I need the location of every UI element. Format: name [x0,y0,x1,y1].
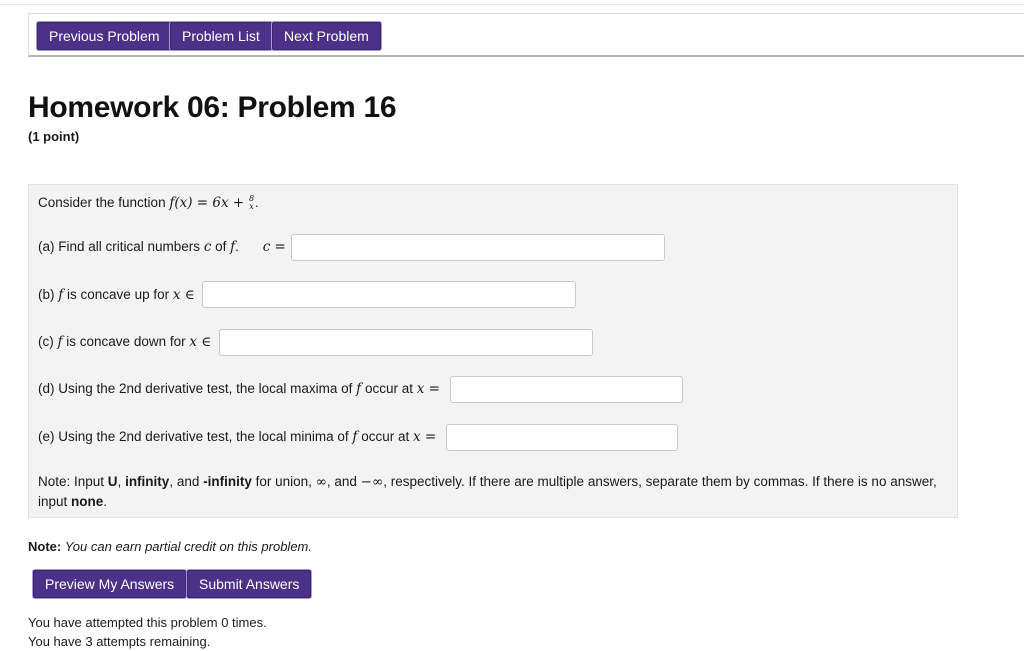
local-minima-input[interactable] [446,424,678,451]
concave-down-input[interactable] [219,329,593,356]
points-label: (1 point) [28,129,80,144]
neg-infinity-symbol: −∞ [360,474,384,490]
part-b-text: (b) [38,287,55,302]
note-sep-2: , and [169,474,204,489]
intro-period: . [255,195,259,210]
part-c-fn: f [57,334,63,350]
part-b-label [38,287,195,303]
part-a-of: of [215,239,227,254]
part-a-label [38,239,286,255]
top-divider [0,4,1024,5]
submit-answers-button[interactable]: Submit Answers [187,570,311,598]
part-d-mid: occur at [364,381,413,396]
critical-numbers-input[interactable] [291,234,665,261]
part-a-text: (a) Find all critical numbers [38,239,201,254]
note-union-keyword: U [107,474,118,489]
part-c-eq: x ∈ [189,334,212,350]
function-fraction [249,195,254,211]
function-expression: f(x) = 6x + [169,195,245,211]
note-prefix: Note: Input [38,474,108,489]
part-c-label [38,334,211,350]
input-note [38,472,943,511]
note-sep-5: , respectively. If there are multiple answers, separate them by commas. If there is no answer, input [38,474,937,509]
part-e-label [38,429,436,445]
problem-nav-bar [28,13,1024,57]
note-none-keyword: none [71,494,104,509]
part-e-fn: f [352,429,358,445]
note-sep-4: , and [326,474,361,489]
intro-text: Consider the function [38,195,166,210]
partial-credit-label: Note: [28,539,62,554]
concave-up-input[interactable] [202,281,576,308]
problem-intro [38,195,259,211]
infinity-symbol: ∞ [315,474,327,490]
part-d-text: (d) Using the 2nd derivative test, the local maxima of [38,381,353,396]
part-a-var: c [203,239,212,255]
part-c-text: (c) [38,334,54,349]
note-end: . [103,494,108,509]
part-b-fn: f [58,287,64,303]
part-b-mid: is concave up for [67,287,170,302]
partial-credit-text: You can earn partial credit on this problem. [64,539,312,554]
attempts-remaining-text: You have 3 attempts remaining. [28,634,211,649]
part-d-label [38,381,440,397]
previous-problem-button[interactable]: Previous Problem [37,22,172,50]
part-d-eq: x = [416,381,440,397]
part-e-text: (e) Using the 2nd derivative test, the local minima of [38,429,349,444]
part-b-eq: x ∈ [172,287,195,303]
local-maxima-input[interactable] [450,376,683,403]
part-e-mid: occur at [361,429,410,444]
problem-list-button[interactable]: Problem List [170,22,272,50]
note-sep-3: for union, [251,474,316,489]
note-infinity-keyword: infinity [125,474,170,489]
part-e-eq: x = [412,429,437,445]
part-a-eq: c = [262,239,286,255]
problem-body [28,184,958,518]
fraction-denominator: x [249,202,254,212]
attempted-count-text: You have attempted this problem 0 times. [28,615,267,630]
next-problem-button[interactable]: Next Problem [272,22,381,50]
page-title: Homework 06: Problem 16 [28,91,397,124]
partial-credit-note [28,539,312,554]
preview-answers-button[interactable]: Preview My Answers [33,570,186,598]
attempts-info [28,613,267,651]
part-a-suffix: . [235,239,239,254]
fraction-numerator: 8 [248,194,255,204]
part-a-fn: f [230,239,236,255]
note-neg-infinity-keyword: -infinity [203,474,252,489]
note-sep-1: , [117,474,126,489]
part-d-fn: f [356,381,362,397]
part-c-mid: is concave down for [66,334,186,349]
